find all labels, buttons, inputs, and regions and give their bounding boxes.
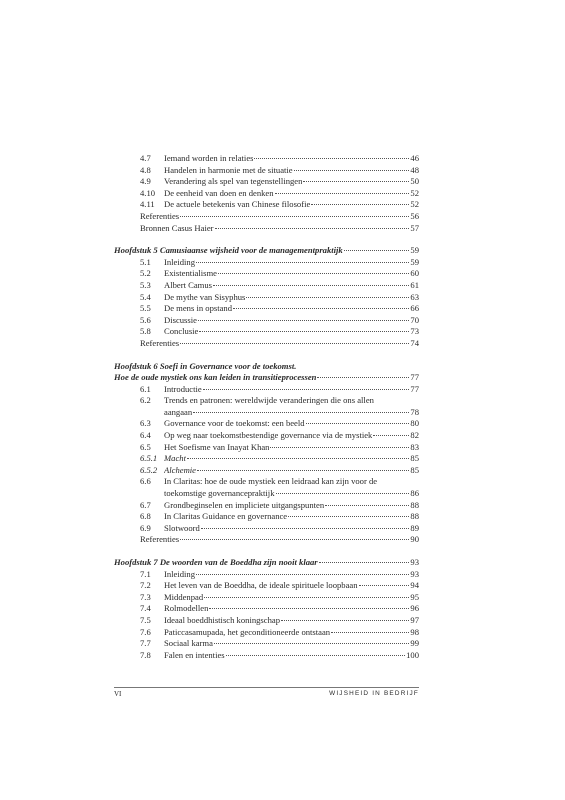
page-number: 93 bbox=[410, 557, 419, 567]
leader-dots bbox=[373, 435, 409, 436]
chapter-heading[interactable] bbox=[114, 372, 419, 384]
page-number: 100 bbox=[406, 649, 419, 660]
entry-title: De actuele betekenis van Chinese filosofie bbox=[164, 199, 311, 210]
section-number: 7.8 bbox=[140, 649, 151, 660]
page-number: 94 bbox=[410, 580, 419, 591]
page-number: 88 bbox=[410, 499, 419, 510]
entry-title: Referenties bbox=[140, 337, 180, 348]
leader-dots bbox=[215, 228, 410, 229]
toc-entry-continuation[interactable] bbox=[114, 488, 419, 500]
leader-dots bbox=[294, 170, 410, 171]
toc-entry[interactable] bbox=[114, 257, 419, 269]
leader-dots bbox=[180, 216, 409, 217]
chapter-title: Hoofdstuk 6 Soefi in Governance voor de toekomst. bbox=[114, 360, 297, 371]
leader-dots bbox=[311, 204, 409, 205]
chapter-title: Hoofdstuk 7 De woorden van de Boeddha zijn nooit klaar bbox=[114, 557, 318, 567]
page-number: 98 bbox=[410, 626, 419, 637]
entry-title: Albert Camus bbox=[164, 279, 212, 290]
toc-entry[interactable] bbox=[114, 292, 419, 304]
section-number: 7.7 bbox=[140, 638, 151, 649]
leader-dots bbox=[201, 528, 410, 529]
entry-title: Governance voor de toekomst: een beeld bbox=[164, 418, 305, 429]
toc-entry[interactable] bbox=[114, 384, 419, 396]
page-number: 60 bbox=[410, 268, 419, 279]
toc-entry[interactable] bbox=[114, 453, 419, 465]
section-number: 6.8 bbox=[140, 511, 151, 522]
leader-dots bbox=[254, 158, 409, 159]
toc-entry[interactable] bbox=[114, 223, 419, 235]
page-number: 93 bbox=[410, 568, 419, 579]
section-spacer bbox=[114, 546, 419, 557]
page-number: 85 bbox=[410, 453, 419, 464]
toc-entry[interactable] bbox=[114, 326, 419, 338]
page-number: 48 bbox=[410, 164, 419, 175]
entry-title: De mens in opstand bbox=[164, 303, 233, 314]
page-number: 63 bbox=[410, 291, 419, 302]
entry-title: Rolmodellen bbox=[164, 603, 209, 614]
leader-dots bbox=[275, 193, 410, 194]
entry-title: Existentialisme bbox=[164, 268, 217, 279]
leader-dots bbox=[196, 574, 409, 575]
entry-title: Introductie bbox=[164, 383, 202, 394]
entry-title: Grondbeginselen en impliciete uitgangspunten bbox=[164, 499, 325, 510]
entry-title: In Claritas Guidance en governance bbox=[164, 511, 288, 522]
toc-entry[interactable] bbox=[114, 303, 419, 315]
leader-dots bbox=[197, 470, 409, 471]
toc-entry[interactable] bbox=[114, 280, 419, 292]
toc-entry[interactable] bbox=[114, 153, 419, 165]
entry-title: Falen en intenties bbox=[164, 649, 225, 660]
entry-title: Discussie bbox=[164, 314, 197, 325]
leader-dots bbox=[187, 458, 409, 459]
leader-dots bbox=[214, 643, 409, 644]
page-number: 52 bbox=[410, 187, 419, 198]
toc-entry[interactable] bbox=[114, 418, 419, 430]
page-number: 52 bbox=[410, 199, 419, 210]
toc-entry[interactable] bbox=[114, 338, 419, 350]
leader-dots bbox=[281, 620, 409, 621]
toc-entry[interactable] bbox=[114, 592, 419, 604]
page-folio: VI bbox=[114, 690, 122, 698]
toc-entry[interactable] bbox=[114, 465, 419, 477]
leader-dots bbox=[213, 285, 409, 286]
page-number: 82 bbox=[410, 430, 419, 441]
chapter-title: Hoe de oude mystiek ons kan leiden in transitieprocessen bbox=[114, 372, 317, 383]
entry-title: Het leven van de Boeddha, de ideale spirituele loopbaan bbox=[164, 580, 358, 591]
leader-dots bbox=[344, 250, 410, 251]
page-number: 77 bbox=[410, 383, 419, 394]
toc-entry[interactable] bbox=[114, 511, 419, 523]
entry-title: Referenties bbox=[140, 534, 180, 545]
page-number: 73 bbox=[410, 326, 419, 337]
entry-title: Handelen in harmonie met de situatie bbox=[164, 164, 293, 175]
section-number: 4.11 bbox=[140, 199, 155, 210]
toc-entry[interactable] bbox=[114, 430, 419, 442]
page-number: 56 bbox=[410, 210, 419, 221]
leader-dots bbox=[199, 331, 409, 332]
entry-title: Op weg naar toekomstbestendige governance via de mystiek bbox=[164, 430, 373, 441]
leader-dots bbox=[319, 562, 410, 563]
section-number: 5.1 bbox=[140, 256, 151, 267]
page-number: 95 bbox=[410, 591, 419, 602]
toc-entry[interactable] bbox=[114, 176, 419, 188]
section-number: 7.3 bbox=[140, 591, 151, 602]
entry-title: Conclusie bbox=[164, 326, 199, 337]
entry-title: Verandering als spel van tegenstellingen bbox=[164, 176, 303, 187]
chapter-title: Hoofdstuk 5 Camusiaanse wijsheid voor de managementpraktijk bbox=[114, 245, 343, 256]
toc-entry[interactable] bbox=[114, 603, 419, 615]
leader-dots bbox=[204, 597, 409, 598]
section-number: 6.9 bbox=[140, 522, 151, 533]
page-number: 88 bbox=[410, 511, 419, 522]
chapter-heading[interactable] bbox=[114, 245, 419, 257]
toc-entry[interactable] bbox=[114, 615, 419, 627]
page-number: 61 bbox=[410, 279, 419, 290]
page-number: 77 bbox=[410, 372, 419, 383]
toc-entry[interactable] bbox=[114, 638, 419, 650]
section-number: 6.4 bbox=[140, 430, 151, 441]
section-number: 6.5.1 bbox=[140, 453, 158, 464]
entry-title-continued: toekomstige governancepraktijk bbox=[164, 488, 275, 499]
page-number: 57 bbox=[410, 222, 419, 233]
toc-entry[interactable] bbox=[114, 580, 419, 592]
section-number: 4.10 bbox=[140, 187, 156, 198]
entry-title: Sociaal karma bbox=[164, 638, 213, 649]
toc-entry[interactable] bbox=[114, 627, 419, 639]
running-title: WIJSHEID IN BEDRIJF bbox=[329, 690, 419, 697]
leader-dots bbox=[276, 493, 410, 494]
entry-title: Het Soefisme van Inayat Khan bbox=[164, 441, 270, 452]
leader-dots bbox=[246, 297, 409, 298]
entry-title: Macht bbox=[164, 453, 186, 464]
page-number: 97 bbox=[410, 614, 419, 625]
section-number: 6.5 bbox=[140, 441, 151, 452]
toc-entry[interactable] bbox=[114, 650, 419, 662]
leader-dots bbox=[196, 262, 409, 263]
entry-title: In Claritas: hoe de oude mystiek een leidraad kan zijn voor de bbox=[164, 476, 378, 487]
section-number: 5.8 bbox=[140, 326, 151, 337]
leader-dots bbox=[317, 377, 409, 378]
entry-title: Slotwoord bbox=[164, 522, 200, 533]
page-number: 89 bbox=[410, 522, 419, 533]
section-number: 6.3 bbox=[140, 418, 151, 429]
leader-dots bbox=[218, 273, 409, 274]
leader-dots bbox=[303, 181, 409, 182]
table-of-contents bbox=[114, 153, 419, 661]
leader-dots bbox=[270, 447, 409, 448]
page-number: 86 bbox=[410, 488, 419, 499]
page-number: 90 bbox=[410, 534, 419, 545]
section-number: 7.4 bbox=[140, 603, 151, 614]
leader-dots bbox=[203, 389, 410, 390]
toc-entry[interactable] bbox=[114, 211, 419, 223]
leader-dots bbox=[209, 608, 409, 609]
page-footer bbox=[114, 687, 419, 698]
section-number: 4.7 bbox=[140, 153, 151, 163]
page-number: 78 bbox=[410, 406, 419, 417]
chapter-heading[interactable] bbox=[114, 557, 419, 569]
entry-title: Paticcasamupada, het geconditioneerde ontstaan bbox=[164, 626, 331, 637]
section-number: 5.2 bbox=[140, 268, 151, 279]
page-number: 99 bbox=[410, 638, 419, 649]
section-number: 4.8 bbox=[140, 164, 151, 175]
page-number: 80 bbox=[410, 418, 419, 429]
section-number: 5.6 bbox=[140, 314, 151, 325]
entry-title: Ideaal boeddhistisch koningschap bbox=[164, 614, 280, 625]
page-number: 66 bbox=[410, 303, 419, 314]
section-number: 5.3 bbox=[140, 279, 151, 290]
toc-entry[interactable] bbox=[114, 442, 419, 454]
section-spacer bbox=[114, 350, 419, 361]
toc-entry[interactable] bbox=[114, 395, 419, 407]
page-number: 50 bbox=[410, 176, 419, 187]
toc-entry[interactable] bbox=[114, 165, 419, 177]
page-number: 85 bbox=[410, 464, 419, 475]
section-number: 6.6 bbox=[140, 476, 151, 487]
section-number: 7.5 bbox=[140, 614, 151, 625]
section-spacer bbox=[114, 234, 419, 245]
toc-entry[interactable] bbox=[114, 315, 419, 327]
toc-entry[interactable] bbox=[114, 500, 419, 512]
toc-entry-continuation[interactable] bbox=[114, 407, 419, 419]
page-number: 96 bbox=[410, 603, 419, 614]
entry-title: Bronnen Casus Haier bbox=[140, 222, 214, 233]
entry-title: Iemand worden in relaties bbox=[164, 153, 254, 163]
entry-title: Referenties bbox=[140, 210, 180, 221]
entry-title: Middenpad bbox=[164, 591, 204, 602]
section-number: 4.9 bbox=[140, 176, 151, 187]
entry-title: De mythe van Sisyphus bbox=[164, 291, 246, 302]
entry-title-continued: aangaan bbox=[164, 406, 193, 417]
page-number: 74 bbox=[410, 337, 419, 348]
leader-dots bbox=[193, 412, 409, 413]
entry-title: Inleiding bbox=[164, 568, 196, 579]
page-number: 70 bbox=[410, 314, 419, 325]
leader-dots bbox=[233, 308, 409, 309]
section-number: 5.5 bbox=[140, 303, 151, 314]
toc-entry[interactable] bbox=[114, 476, 419, 488]
leader-dots bbox=[325, 505, 409, 506]
entry-title: Alchemie bbox=[164, 464, 196, 475]
section-number: 6.7 bbox=[140, 499, 151, 510]
leader-dots bbox=[198, 320, 409, 321]
leader-dots bbox=[306, 423, 410, 424]
entry-title: Trends en patronen: wereldwijde veranderingen die ons allen bbox=[164, 395, 374, 406]
toc-entry[interactable] bbox=[114, 534, 419, 546]
section-number: 7.6 bbox=[140, 626, 151, 637]
chapter-heading[interactable] bbox=[114, 361, 419, 373]
entry-title: Inleiding bbox=[164, 256, 196, 267]
leader-dots bbox=[226, 655, 405, 656]
section-number: 7.2 bbox=[140, 580, 151, 591]
leader-dots bbox=[288, 516, 409, 517]
leader-dots bbox=[331, 632, 409, 633]
page-number: 59 bbox=[410, 245, 419, 256]
toc-entry[interactable] bbox=[114, 523, 419, 535]
toc-entry[interactable] bbox=[114, 268, 419, 280]
section-number: 6.5.2 bbox=[140, 464, 158, 475]
page-number: 46 bbox=[410, 153, 419, 163]
leader-dots bbox=[180, 343, 409, 344]
entry-title: De eenheid van doen en denken bbox=[164, 187, 274, 198]
leader-dots bbox=[180, 539, 409, 540]
section-number: 7.1 bbox=[140, 568, 151, 579]
toc-entry[interactable] bbox=[114, 199, 419, 211]
section-number: 6.2 bbox=[140, 395, 151, 406]
toc-entry[interactable] bbox=[114, 188, 419, 200]
section-number: 5.4 bbox=[140, 291, 151, 302]
section-number: 6.1 bbox=[140, 383, 151, 394]
toc-entry[interactable] bbox=[114, 569, 419, 581]
leader-dots bbox=[359, 585, 410, 586]
page-number: 59 bbox=[410, 256, 419, 267]
page-number: 83 bbox=[410, 441, 419, 452]
